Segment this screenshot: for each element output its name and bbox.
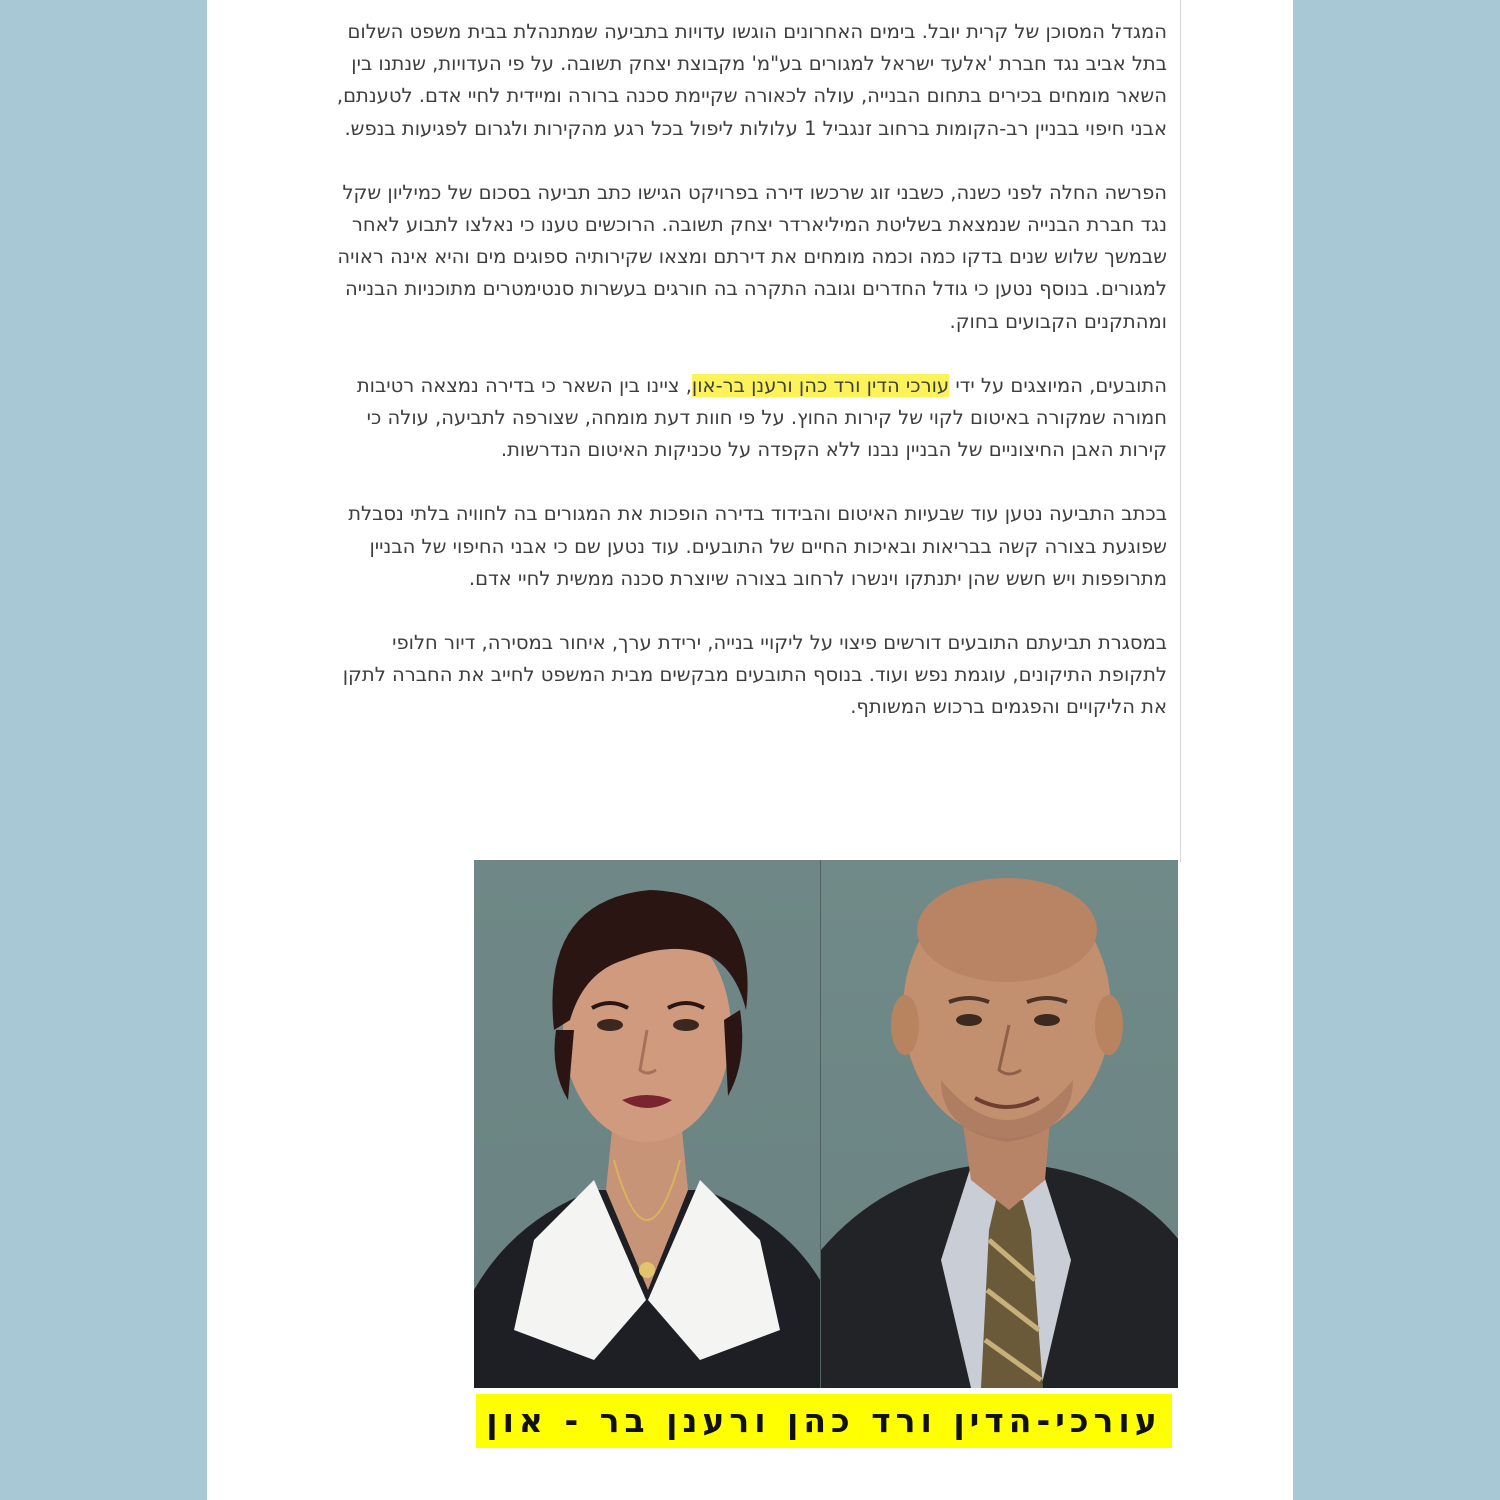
- article-paragraph-5: במסגרת תביעתם התובעים דורשים פיצוי על ליקויי בנייה, ירידת ערך, איחור במסירה, דיור חלופי לתקופת התיקונים, עוגמת נפש ועוד. בנוסף התובעים מבקשים מבית המשפט לחייב את החברה לתקן את הליקויים והפגמים ברכוש המשותף.: [342, 631, 1167, 719]
- portrait-man: [820, 860, 1178, 1388]
- article-page: [207, 0, 1293, 1500]
- article-paragraph-4: בכתב התביעה נטען עוד שבעיות האיטום והבידוד בדירה הופכות את המגורים בה לחוויה בלתי נסבלת שפוגעת בצורה קשה בבריאות ובאיכות החיים של התובעים. עוד נטען שם כי אבני החיפוי של הבניין מתרופפות ויש חשש שהן יתנתקו וינשרו לרחוב בצורה שיוצרת סכנה ממשית לחיי אדם.: [348, 502, 1167, 590]
- lawyers-photo: [474, 860, 1178, 1388]
- paragraph-3-lead: התובעים, המיוצגים על ידי: [949, 373, 1167, 397]
- lawyers-highlight: עורכי הדין ורד כהן ורענן בר-און: [691, 373, 950, 397]
- photo-caption: עורכי-הדין ורד כהן ורענן בר - און: [476, 1394, 1172, 1448]
- article-body: [327, 16, 1387, 862]
- portrait-man-illustration: [821, 860, 1178, 1388]
- article-paragraph-2: הפרשה החלה לפני כשנה, כשבני זוג שרכשו דירה בפרויקט הגישו כתב תביעה בסכום של כמיליון שקל נגד חברת הבנייה שנמצאת בשליטת המיליארדר יצחק תשובה. הרוכשים טענו כי נאלצו לתבוע לאחר שבמשך שלוש שנים בדקו כמה וכמה מומחים את דירתם ומצאו שקירותיה ספוגים מים והיא אינה ראויה למגורים. בנוסף נטען כי גודל החדרים וגובה התקרה בה חורגים בעשרות סנטימטרים מתוכניות הבנייה ומהתקנים הקבועים בחוק.: [337, 180, 1167, 333]
- article-paragraph-1: המגדל המסוכן של קרית יובל. בימים האחרונים הוגשו עדויות בתביעה שמתנהלת בבית משפט השלום בתל אביב נגד חברת 'אלעד ישראל למגורים בע"מ' מקבוצת יצחק תשובה. על פי העדויות, שנתנו בין השאר מומחים בכירים בתחום הבנייה, עולה לכאורה שקיימת סכנה ברורה ומיידית לחיי אדם. לטענתם, אבני חיפוי בבניין רב-הקומות ברחוב זנגביל 1 עלולות ליפול בכל רגע מהקירות ולגרום לפגיעות בנפש.: [336, 20, 1167, 140]
- portrait-woman: [474, 860, 820, 1388]
- paragraph-3-rest: , ציינו בין השאר כי בדירה נמצאה רטיבות חמורה שמקורה באיטום לקוי של קירות החוץ. על פי חוות דעת מומחה, שצורפה לתביעה, עולה כי קירות האבן החיצוניים של הבניין נבנו ללא הקפדה על טכניקות האיטום הנדרשות.: [356, 373, 1167, 462]
- article-paragraph-3: [327, 370, 1167, 467]
- article-text-column: [327, 16, 1167, 756]
- column-divider: [1180, 0, 1181, 862]
- portrait-woman-illustration: [474, 860, 820, 1388]
